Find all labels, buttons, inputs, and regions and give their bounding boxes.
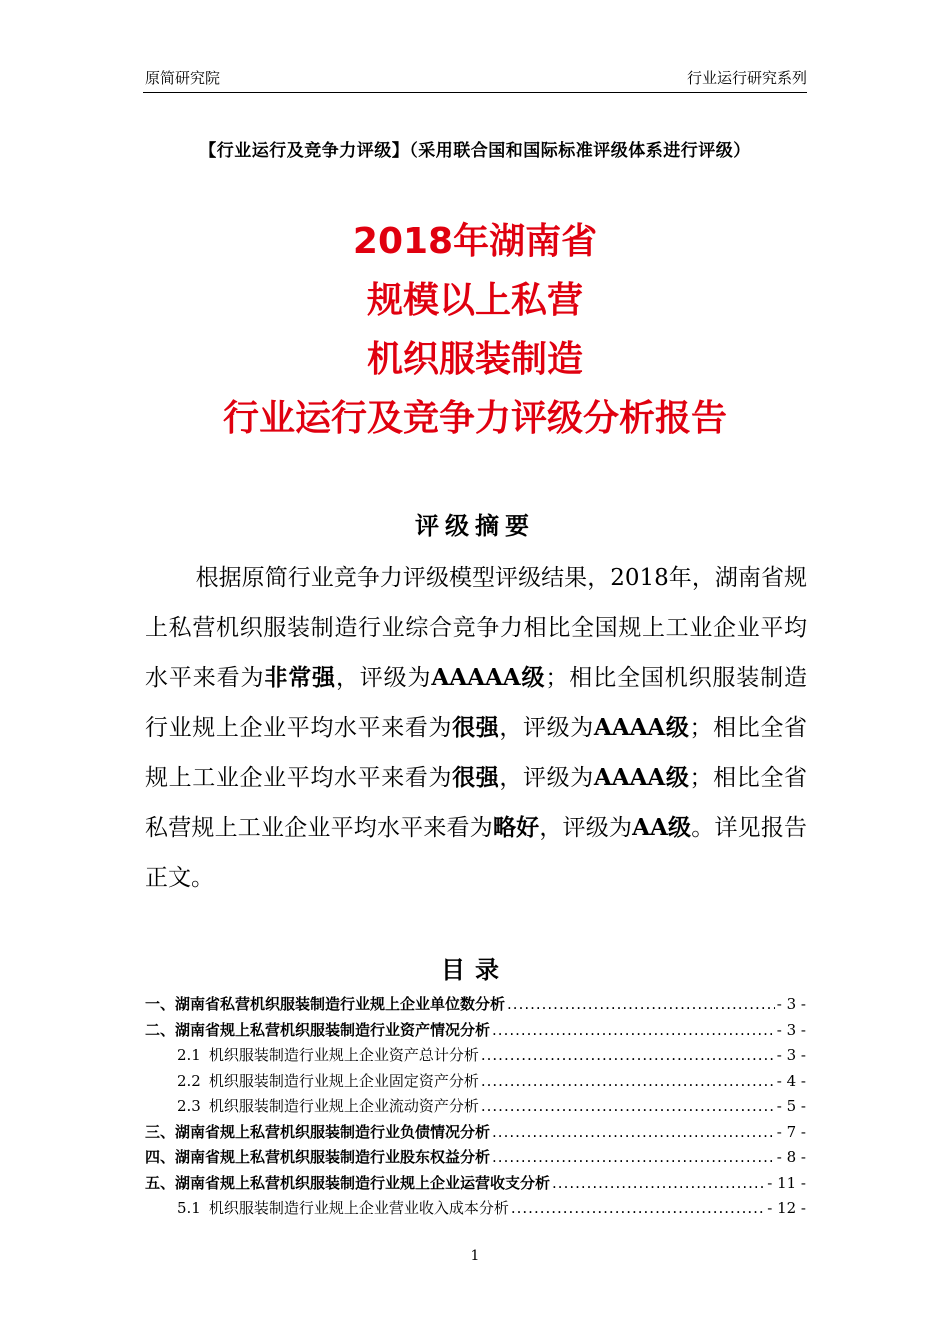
toc-item-page: - 8 - xyxy=(776,1148,806,1166)
report-title-line: 规模以上私营 xyxy=(366,280,583,321)
toc-item-title: 湖南省私营机织服装制造行业规上企业单位数分析 xyxy=(175,995,506,1013)
header-series-name: 行业运行研究系列 xyxy=(686,69,807,87)
toc-leader-dots xyxy=(492,1145,775,1171)
toc-item-number: 四、 xyxy=(145,1148,176,1166)
summary-highlight: AAAA级 xyxy=(593,714,690,741)
toc-item-page: - 3 - xyxy=(776,1046,806,1064)
toc-item-title: 湖南省规上私营机织服装制造行业规上企业运营收支分析 xyxy=(175,1173,551,1192)
toc-item[interactable] xyxy=(145,1018,806,1044)
summary-text: ，评级为 xyxy=(499,715,594,741)
toc-leader-dots xyxy=(481,1069,775,1095)
summary-text: 。详见报告正文。 xyxy=(145,815,808,891)
toc-item-number: 2.2 xyxy=(177,1071,201,1090)
page-number: 1 xyxy=(470,1248,480,1264)
toc-item-number: 二、 xyxy=(145,1020,176,1039)
summary-highlight: 略好 xyxy=(492,814,540,841)
toc-item-page: - 3 - xyxy=(776,1020,806,1039)
summary-text: ；相比全国机织服装制造行业规上企业平均水平来看为 xyxy=(145,665,808,741)
summary-highlight: 很强 xyxy=(452,714,500,741)
toc-item-page: - 4 - xyxy=(776,1071,806,1090)
report-title-line: 机织服装制造 xyxy=(366,339,583,380)
header-org-name: 原简研究院 xyxy=(145,69,221,87)
toc-leader-dots xyxy=(481,1043,775,1069)
table-of-contents xyxy=(145,992,806,1222)
toc-item-page: - 11 - xyxy=(767,1173,806,1192)
summary-paragraph xyxy=(145,553,807,903)
summary-highlight: AAAA级 xyxy=(593,764,690,791)
toc-heading: 目录 xyxy=(441,956,509,984)
toc-item-page: - 7 - xyxy=(776,1122,806,1141)
toc-leader-dots xyxy=(492,1120,775,1146)
toc-leader-dots xyxy=(511,1196,765,1222)
toc-item[interactable] xyxy=(145,1069,806,1095)
toc-item-number: 2.3 xyxy=(177,1097,201,1115)
report-title-line: 行业运行及竞争力评级分析报告 xyxy=(222,398,727,439)
report-title-line: 2018年湖南省 xyxy=(352,221,598,262)
report-subtitle: 【行业运行及竞争力评级】（采用联合国和国际标准评级体系进行评级） xyxy=(199,141,751,161)
summary-text: ，评级为 xyxy=(539,815,633,841)
toc-item-page: - 3 - xyxy=(776,995,806,1013)
toc-item[interactable] xyxy=(145,1094,806,1120)
toc-item-page: - 5 - xyxy=(776,1097,806,1115)
summary-text: ，评级为 xyxy=(499,765,594,791)
summary-text: ；相比全省私营规上工业企业平均水平来看为 xyxy=(145,765,808,841)
toc-leader-dots xyxy=(552,1171,765,1197)
toc-item-number: 三、 xyxy=(145,1122,176,1141)
toc-item-number: 5.1 xyxy=(177,1199,201,1217)
toc-item-title: 湖南省规上私营机织服装制造行业股东权益分析 xyxy=(175,1148,491,1166)
report-title xyxy=(0,212,950,448)
toc-item[interactable] xyxy=(145,992,806,1018)
summary-text: 根据原简行业竞争力评级模型评级结果，2018年，湖南省规上私营机织服装制造行业综合竞争力相比全国规上工业企业平均水平来看为 xyxy=(145,565,807,691)
toc-item-title: 湖南省规上私营机织服装制造行业资产情况分析 xyxy=(175,1020,491,1039)
toc-item[interactable] xyxy=(145,1171,806,1197)
summary-heading: 评级摘要 xyxy=(415,512,535,540)
toc-item-page: - 12 - xyxy=(767,1199,806,1217)
toc-item[interactable] xyxy=(145,1043,806,1069)
toc-item-title: 机织服装制造行业规上企业营业收入成本分析 xyxy=(208,1199,509,1217)
toc-item-number: 2.1 xyxy=(177,1046,201,1064)
toc-item-title: 机织服装制造行业规上企业固定资产分析 xyxy=(208,1071,479,1090)
summary-text: ，评级为 xyxy=(335,665,432,691)
toc-item[interactable] xyxy=(145,1120,806,1146)
toc-item[interactable] xyxy=(145,1196,806,1222)
toc-item-number: 一、 xyxy=(145,995,176,1013)
toc-leader-dots xyxy=(507,992,775,1018)
summary-highlight: 很强 xyxy=(452,764,500,791)
toc-item-title: 湖南省规上私营机织服装制造行业负债情况分析 xyxy=(175,1122,491,1141)
summary-highlight: AA级 xyxy=(632,814,692,841)
toc-item-title: 机织服装制造行业规上企业流动资产分析 xyxy=(208,1097,479,1115)
page-header xyxy=(143,62,807,93)
toc-item[interactable] xyxy=(145,1145,806,1171)
summary-highlight: 非常强 xyxy=(264,664,336,691)
toc-leader-dots xyxy=(481,1094,775,1120)
toc-item-title: 机织服装制造行业规上企业资产总计分析 xyxy=(208,1046,479,1064)
toc-item-number: 五、 xyxy=(145,1173,176,1192)
summary-text: ；相比全省规上工业企业平均水平来看为 xyxy=(145,715,808,791)
summary-highlight: AAAAA级 xyxy=(431,664,546,691)
toc-leader-dots xyxy=(492,1018,775,1044)
